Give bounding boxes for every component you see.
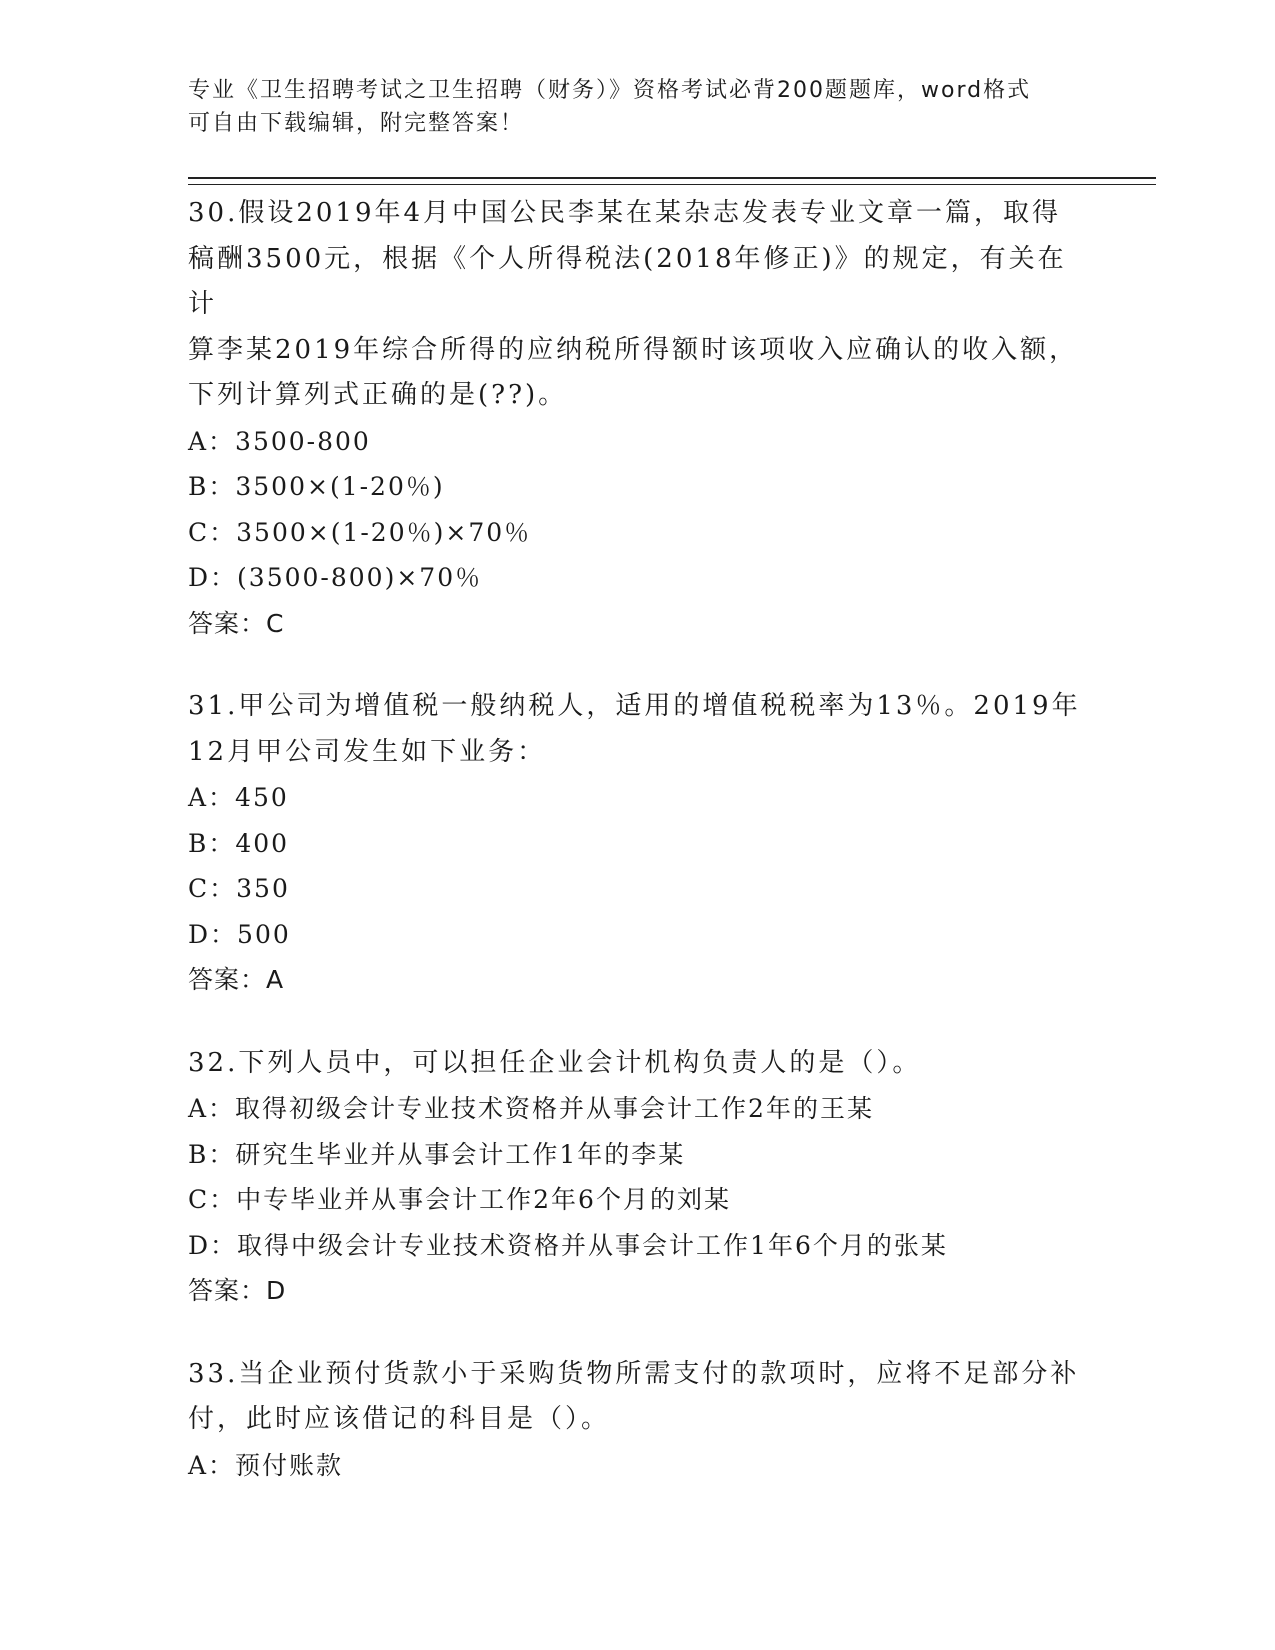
option-d: D：取得中级会计专业技术资格并从事会计工作1年6个月的张某 xyxy=(188,1230,948,1260)
header-divider-thick xyxy=(188,177,1156,179)
option-a: A：预付账款 xyxy=(188,1450,344,1480)
question-31 xyxy=(188,684,1088,1003)
question-list xyxy=(188,191,1088,1526)
answer-line: 答案：C xyxy=(188,608,285,638)
header-divider-thin xyxy=(188,184,1156,185)
header-line-2: 可自由下载编辑，附完整答案！ xyxy=(188,111,525,136)
option-b: B：研究生毕业并从事会计工作1年的李某 xyxy=(188,1139,686,1169)
option-a: A：取得初级会计专业技术资格并从事会计工作2年的王某 xyxy=(188,1094,874,1123)
question-stem-line: 12月甲公司发生如下业务： xyxy=(188,736,547,767)
option-a: A：450 xyxy=(188,783,289,812)
question-32 xyxy=(188,1041,1088,1314)
question-33 xyxy=(188,1352,1088,1489)
answer-line: 答案：D xyxy=(188,1276,287,1305)
question-stem-line: 付，此时应该借记的科目是（）。 xyxy=(188,1404,611,1434)
question-stem-line: 下列计算列式正确的是(??)。 xyxy=(188,380,568,410)
answer-line: 答案：A xyxy=(188,965,285,994)
option-b: B：3500×(1-20％) xyxy=(188,472,445,501)
question-stem-line: 32.下列人员中，可以担任企业会计机构负责人的是（）。 xyxy=(188,1047,922,1078)
question-stem-line: 30.假设2019年4月中国公民李某在某杂志发表专业文章一篇，取得 xyxy=(188,198,1062,228)
option-a: A：3500-800 xyxy=(188,426,371,456)
document-header xyxy=(188,74,1068,140)
option-b: B：400 xyxy=(188,828,290,858)
header-line-1: 专业《卫生招聘考试之卫生招聘（财务）》资格考试必背200题题库，word格式 xyxy=(188,78,1032,103)
question-stem-line: 稿酬3500元，根据《个人所得税法(2018年修正)》的规定，有关在计 xyxy=(188,243,1067,319)
option-d: D：500 xyxy=(188,919,291,949)
question-stem-line: 33.当企业预付货款小于采购货物所需支付的款项时，应将不足部分补 xyxy=(188,1358,1080,1389)
option-d: D：(3500-800)×70％ xyxy=(188,563,483,592)
option-c: C：中专毕业并从事会计工作2年6个月的刘某 xyxy=(188,1185,731,1214)
question-30 xyxy=(188,191,1088,646)
question-stem-line: 算李某2019年综合所得的应纳税所得额时该项收入应确认的收入额， xyxy=(188,334,1079,365)
option-c: C：3500×(1-20％)×70％ xyxy=(188,517,532,547)
option-c: C：350 xyxy=(188,874,290,903)
question-stem-line: 31.甲公司为增值税一般纳税人，适用的增值税税率为13％。2019年 xyxy=(188,691,1081,721)
